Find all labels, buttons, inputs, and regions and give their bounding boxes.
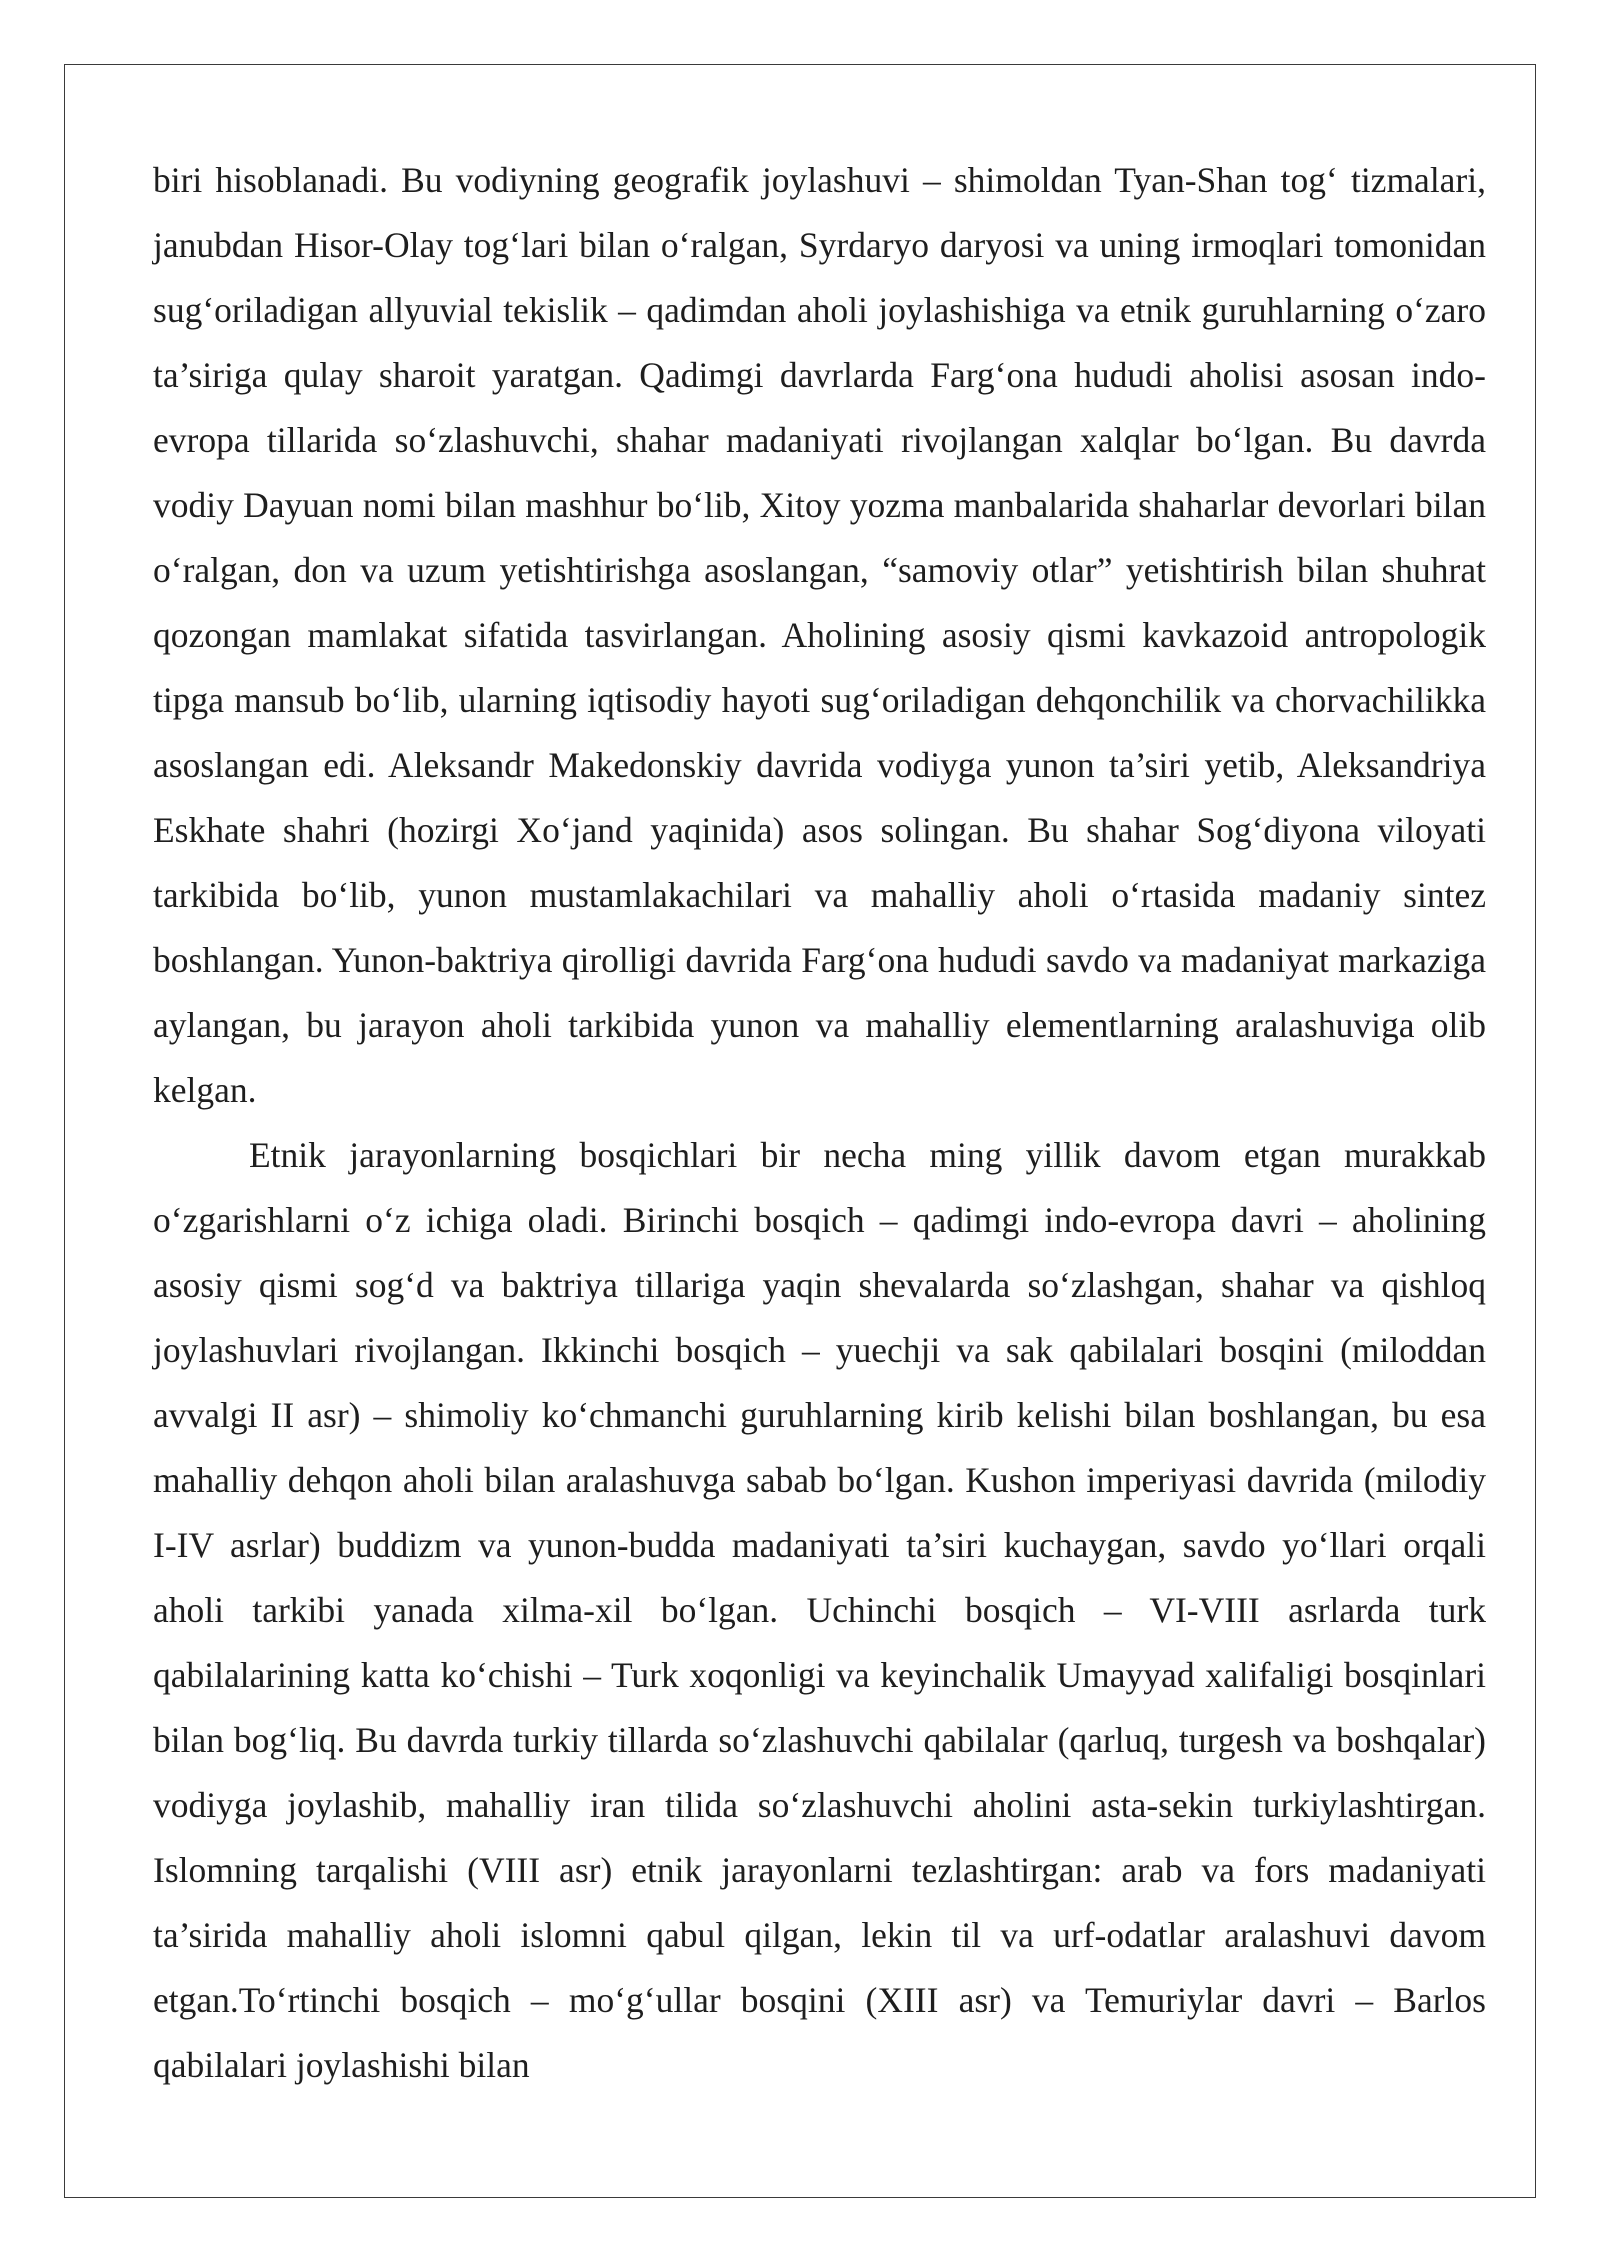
paragraph-1: biri hisoblanadi. Bu vodiyning geografik joylashuvi – shimoldan Tyan-Shan tog‘ tizmalari, janubdan Hisor-Olay tog‘lari bilan o‘ralgan, Syrdaryo daryosi va uning irmoqlari tomonidan sug‘oriladigan allyuvial tekislik – qadimdan aholi joylashishiga va etnik guruhlarning o‘zaro ta’siriga qulay sharoit yaratgan. Qadimgi davrlarda Farg‘ona hududi aholisi asosan indo-evropa tillarida so‘zlashuvchi, shahar madaniyati rivojlangan xalqlar bo‘lgan. Bu davrda vodiy Dayuan nomi bilan mashhur bo‘lib, Xitoy yozma manbalarida shaharlar devorlari bilan o‘ralgan, don va uzum yetishtirishga asoslangan, “samoviy otlar” yetishtirish bilan shuhrat qozongan mamlakat sifatida tasvirlangan. Aholining asosiy qismi kavkazoid antropologik tipga mansub bo‘lib, ularning iqtisodiy hayoti sug‘oriladigan dehqonchilik va chorvachilikka asoslangan edi. Aleksandr Makedonskiy davrida vodiyga yunon ta’siri yetib, Aleksandriya Eskhate shahri (hozirgi Xo‘jand yaqinida) asos solingan. Bu shahar Sog‘diyona viloyati tarkibida bo‘lib, yunon mustamlakachilari va mahalliy aholi o‘rtasida madaniy sintez boshlangan. Yunon-baktriya qirolligi davrida Farg‘ona hududi savdo va madaniyat markaziga aylangan, bu jarayon aholi tarkibida yunon va mahalliy elementlarning aralashuviga olib kelgan. [153,160,1486,1110]
paragraph-2: Etnik jarayonlarning bosqichlari bir necha ming yillik davom etgan murakkab o‘zgarishlarni o‘z ichiga oladi. Birinchi bosqich – qadimgi indo-evropa davri – aholining asosiy qismi sog‘d va baktriya tillariga yaqin shevalarda so‘zlashgan, shahar va qishloq joylashuvlari rivojlangan. Ikkinchi bosqich – yuechji va sak qabilalari bosqini (miloddan avvalgi II asr) – shimoliy ko‘chmanchi guruhlarning kirib kelishi bilan boshlangan, bu esa mahalliy dehqon aholi bilan aralashuvga sabab bo‘lgan. Kushon imperiyasi davrida (milodiy I-IV asrlar) buddizm va yunon-budda madaniyati ta’siri kuchaygan, savdo yo‘llari orqali aholi tarkibi yanada xilma-xil bo‘lgan. Uchinchi bosqich – VI-VIII asrlarda turk qabilalarining katta ko‘chishi – Turk xoqonligi va keyinchalik Umayyad xalifaligi bosqinlari bilan bog‘liq. Bu davrda turkiy tillarda so‘zlashuvchi qabilalar (qarluq, turgesh va boshqalar) vodiyga joylashib, mahalliy iran tilida so‘zlashuvchi aholini asta-sekin turkiylashtirgan. Islomning tarqalishi (VIII asr) etnik jarayonlarni tezlashtirgan: arab va fors madaniyati ta’sirida mahalliy aholi islomni qabul qilgan, lekin til va urf-odatlar aralashuvi davom etgan.To‘rtinchi bosqich – mo‘g‘ullar bosqini (XIII asr) va Temuriylar davri – Barlos qabilalari joylashishi bilan [153,1135,1486,2085]
document-body [153,148,1486,2098]
